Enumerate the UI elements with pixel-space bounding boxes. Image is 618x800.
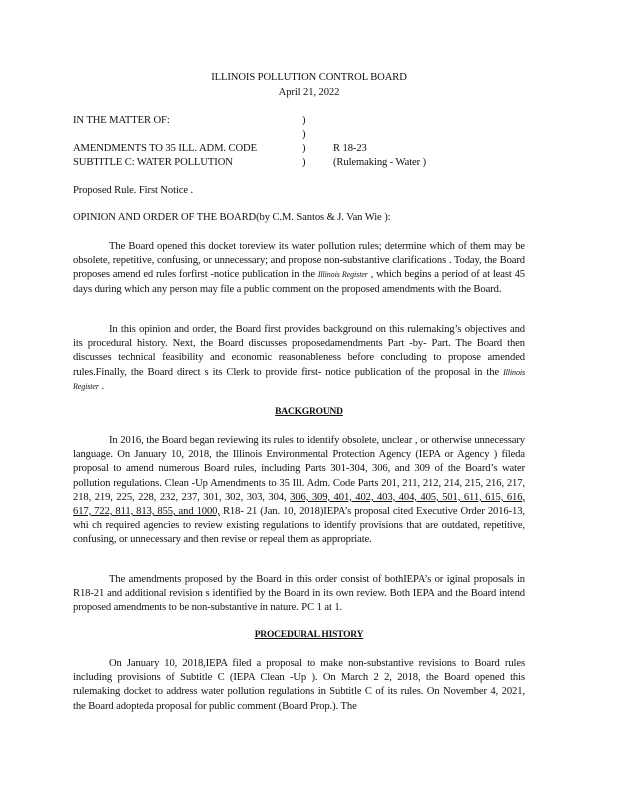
board-name: ILLINOIS POLLUTION CONTROL BOARD (211, 72, 407, 83)
notice-line: Proposed Rule. First Notice . (73, 185, 194, 196)
matter-label: IN THE MATTER OF: (73, 115, 170, 126)
register-italic: Illinois Register (317, 270, 368, 280)
amendments-text: The amendments proposed by the Board in this order consist of bothIEPA’s or iginal proposals in R18-21 and additional revision s identified by the Board in its own review. Both IEPA and the Board intend proposed amendments to be non-substantive in nature. PC 1 at 1. (73, 574, 525, 614)
subtitle-line: SUBTITLE C: WATER POLLUTION (73, 157, 233, 168)
summary-paragraph (73, 323, 525, 394)
background-text: In 2016, the Board began reviewing its rules to identify obsolete, unclear , or otherwise unnecessary language. On January 10, 2018, the Illinois Environmental Protection Agency (IEPA or Agency ) fileda proposal to amend numerous Board rules, including Parts 301-304, 306, and 309 of the Board’s water pollution regulations. Clean -Up Amendments to 35 Ill. Adm. Code Parts 201, 211, 212, 214, 215, 216, 217, 218, 219, 225, 228, 232, 237, 301, 302, 303, 304, (73, 435, 525, 503)
amendments-line: AMENDMENTS TO 35 ILL. ADM. CODE (73, 143, 257, 154)
rulemaking-type: (Rulemaking - Water ) (333, 157, 427, 168)
procedural-heading-text: PROCEDURAL HISTORY (254, 630, 364, 640)
caption-paren: ) (302, 143, 306, 154)
background-paragraph (73, 434, 525, 548)
underlined-parts: 306, 309, 401, 402, 403, 404, 405, 501, 611, 615, 616, 617, 722, 811, 813, 855, and 1000, (73, 491, 525, 518)
procedural-history-heading (0, 630, 618, 640)
intro-text: The Board opened this docket toreview its water pollution rules; determine which of them may be obsolete, repetitive, confusing, or unnecessary; and propose non-substantive clarifications . Today, the Board proposes amend ed rules forfirst -notice publication in the (73, 241, 525, 281)
summary-text-end: . (101, 380, 104, 392)
opinion-title: OPINION AND ORDER OF THE BOARD(by C.M. Santos & J. Van Wie ): (73, 212, 391, 223)
caption-paren: ) (302, 115, 306, 126)
background-heading (0, 407, 618, 417)
caption-paren: ) (302, 129, 306, 140)
register-italic: Illinois Register (73, 367, 525, 391)
docket-number: R 18-23 (333, 143, 367, 154)
caption-paren: ) (302, 157, 306, 168)
amendments-paragraph (73, 573, 525, 616)
intro-text-end: , which begins a period of at least 45 days during which any person may file a public comment on the proposed amendments with the Board. (73, 269, 525, 295)
background-text-end: R18- 21 (Jan. 10, 2018)IEPA’s proposal cited Executive Order 2016-13, whi ch required agencies to review existing regulations to identify provisions that are outdated, repetitive, confusing, or unnecessary and then revise or repeal them as appropriate. (73, 506, 525, 546)
intro-paragraph (73, 240, 525, 297)
procedural-paragraph (73, 657, 525, 714)
summary-text: In this opinion and order, the Board first provides background on this rulemaking’s objectives and its procedural history. Next, the Board discusses proposedamendments Part -by- Part. The Board then discusses technical feasibility and economic reasonableness before concluding to propose amended rules.Finally, the Board direct s its Clerk to provide first- notice publication of the proposal in the (73, 324, 525, 378)
background-heading-text: BACKGROUND (275, 407, 343, 417)
opinion-date: April 21, 2022 (278, 87, 340, 98)
procedural-text: On January 10, 2018,IEPA filed a proposal to make non-substantive revisions to Board rules including provisions of Subtitle C (IEPA Clean -Up ). On March 2 2, 2018, the Board opened this rulemaking docket to address water pollution regulations in Subtitle C of its rules. On November 4, 2021, the Board adopteda proposal for public comment (Board Prop.). The (73, 658, 525, 712)
